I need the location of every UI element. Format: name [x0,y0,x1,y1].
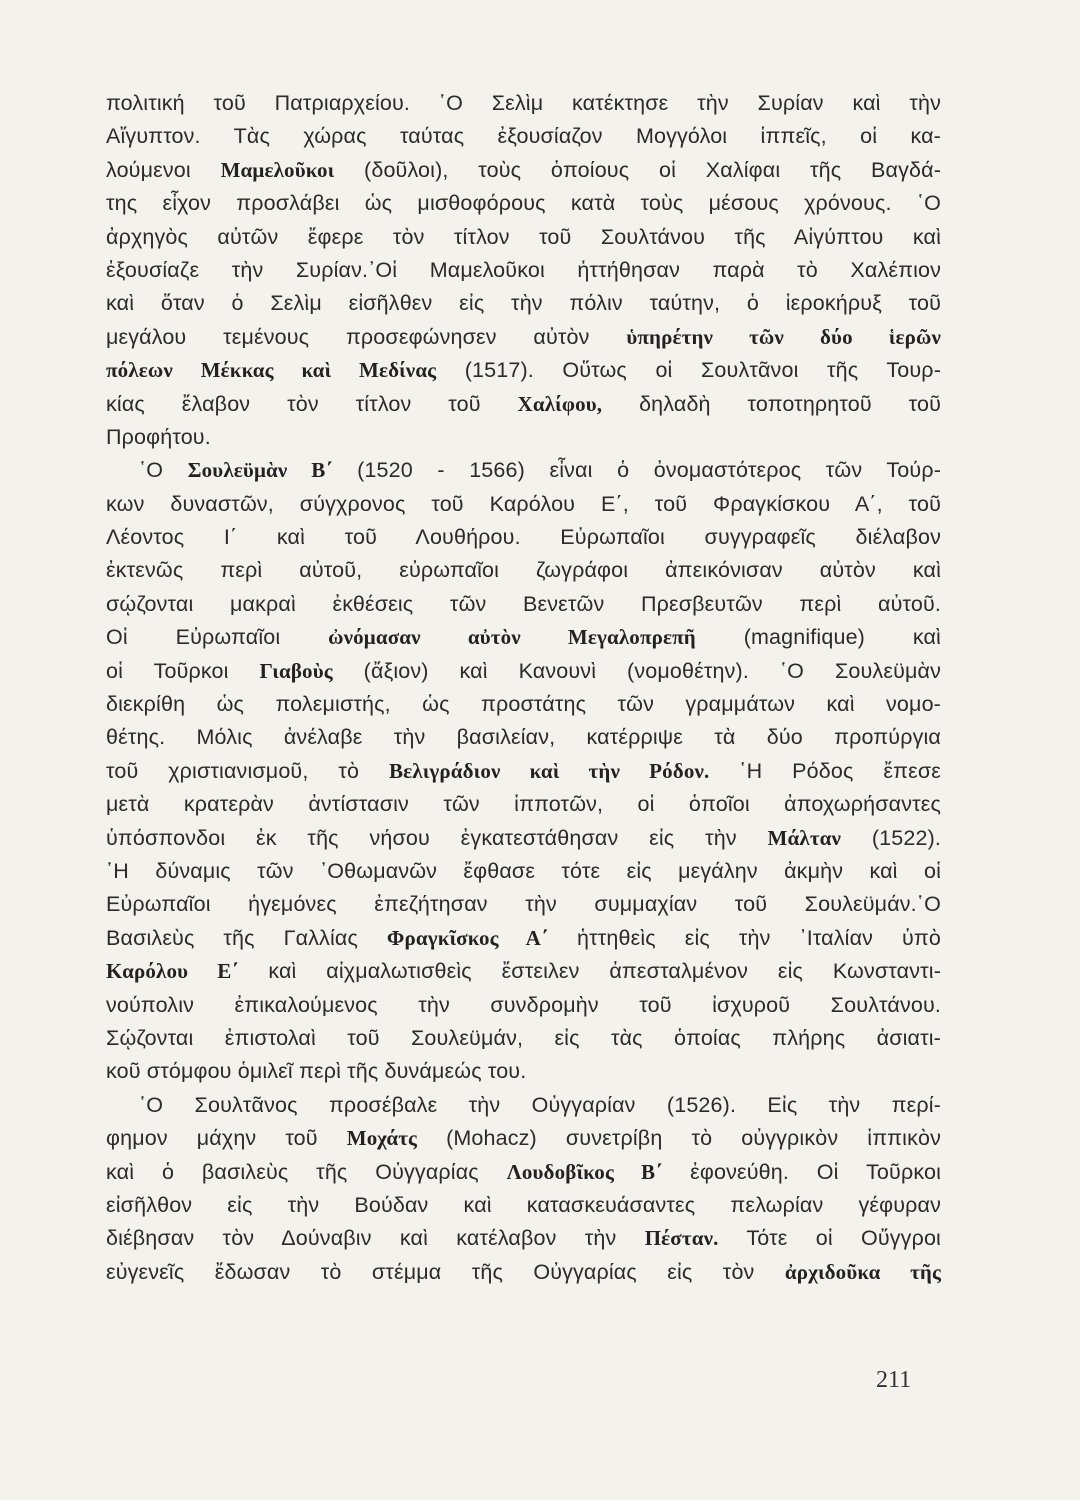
text-run: καὶ ὅταν ὁ Σελὶμ εἰσῆλθεν εἰς τὴν πόλιν ταύτην, ὁ ἱεροκήρυξ τοῦ [106,291,941,316]
text-line [106,221,941,254]
text-run: (δοῦλοι), τοὺς ὁποίους οἱ Χαλίφαι τῆς Βαγδά- [334,157,942,182]
text-line [106,855,941,888]
text-run: ῾Ο [139,458,188,483]
text-line [106,621,941,654]
bold-term: ὠνόμασαν αὐτὸν Μεγαλοπρεπῆ [328,625,696,650]
text-line [106,1055,941,1088]
text-line [106,1122,941,1155]
page-number: 211 [876,1367,912,1393]
text-line [106,521,941,554]
text-run: σῴζονται μακραὶ ἐκθέσεις τῶν Βενετῶν Πρεσβευτῶν περὶ αὐτοῦ. [106,591,941,616]
text-line [106,1156,941,1189]
text-line [106,187,941,220]
text-run: Σῴζονται ἐπιστολαὶ τοῦ Σουλεϋμάν, εἰς τὰς ὁποίας πλήρης ἀσιατι- [106,1025,941,1050]
text-line [106,87,941,120]
text-line [106,888,941,921]
bold-term: Καρόλου Ε΄ [106,959,239,984]
text-line [106,922,941,955]
bold-term: Βελιγράδιον καὶ τὴν Ρόδον. [388,758,710,783]
text-run: Βασιλεὺς τῆς Γαλλίας [106,925,387,950]
text-line [106,1189,941,1222]
text-run: διέβησαν τὸν Δούναβιν καὶ κατέλαβον τὴν [106,1226,645,1251]
text-run: ἐκτενῶς περὶ αὐτοῦ, εὐρωπαῖοι ζωγράφοι ἀπεικόνισαν αὐτὸν καὶ [106,558,941,583]
text-run: νούπολιν ἐπικαλούμενος τὴν συνδρομὴν τοῦ ἰσχυροῦ Σουλτάνου. [106,992,941,1017]
text-run: κων δυναστῶν, σύγχρονος τοῦ Καρόλου Ε΄, τοῦ Φραγκίσκου Α΄, τοῦ [106,491,941,516]
text-run: δηλαδὴ τοποτηρητοῦ τοῦ [602,391,941,416]
text-run: εὐγενεῖς ἔδωσαν τὸ στέμμα τῆς Οὐγγαρίας εἰς τὸν [106,1259,785,1284]
text-run: οἱ Τοῦρκοι [106,658,260,683]
text-run: Εὐρωπαῖοι ἡγεμόνες ἐπεζήτησαν τὴν συμμαχίαν τοῦ Σουλεϋμάν.῾Ο [106,892,941,917]
text-line [106,721,941,754]
text-line [106,1256,941,1289]
text-run: ῾Ο Σουλτᾶνος προσέβαλε τὴν Οὐγγαρίαν (1526). Εἰς τὴν περί- [139,1092,941,1117]
text-line [106,655,941,688]
bold-term: Σουλεϋμὰν Β΄ [187,458,333,483]
text-run: ῾Η δύναμις τῶν ᾿Οθωμανῶν ἔφθασε τότε εἰς μεγάλην ἀκμὴν καὶ οἱ [106,858,941,883]
text-line [106,321,941,354]
text-line [106,120,941,153]
text-line [106,388,941,421]
text-run: (ἄξιον) καὶ Κανουνὶ (νομοθέτην). ῾Ο Σουλεϋμὰν [332,658,941,683]
text-line [106,788,941,821]
bold-term: Χαλίφου, [517,391,603,416]
text-line [106,1222,941,1255]
bold-term: Γιαβοὺς [259,658,333,683]
text-run: κοῦ στόμφου ὁμιλεῖ περὶ τῆς δυνάμεώς του. [106,1059,527,1084]
text-run: φημον μάχην τοῦ [106,1126,347,1151]
text-run: Αἴγυπτον. Τὰς χώρας ταύτας ἐξουσίαζον Μογγόλοι ἱππεῖς, οἱ κα- [106,124,941,149]
bold-term: Φραγκῖσκος Α΄ [386,925,549,950]
text-run: (1520 - 1566) εἶναι ὁ ὀνομαστότερος τῶν Τούρ- [332,458,942,483]
text-run: Τότε οἱ Οὔγγροι [718,1226,941,1251]
bold-term: Μοχάτς [346,1126,418,1151]
text-run: Λέοντος Ι΄ καὶ τοῦ Λουθήρου. Εὐρωπαῖοι συγγραφεῖς διέλαβον [106,525,941,550]
text-run: κίας ἔλαβον τὸν τίτλον τοῦ [106,391,518,416]
text-line [106,154,941,187]
text-line [106,454,941,487]
text-line [106,354,941,387]
text-line [106,421,941,454]
text-run: ὑπόσπονδοι ἐκ τῆς νήσου ἐγκατεστάθησαν εἰς τὴν [106,825,768,850]
text-run: ἀρχηγὸς αὐτῶν ἔφερε τὸν τίτλον τοῦ Σουλτάνου τῆς Αἰγύπτου καὶ [106,224,941,249]
text-run: μετὰ κρατερὰν ἀντίστασιν τῶν ἱπποτῶν, οἱ ὁποῖοι ἀποχωρήσαντες [106,792,941,817]
text-line [106,488,941,521]
body-text [106,87,941,1289]
text-run: ἡττηθεὶς εἰς τὴν ᾿Ιταλίαν ὑπὸ [548,925,941,950]
text-run: πολιτική τοῦ Πατριαρχείου. ῾Ο Σελὶμ κατέκτησε τὴν Συρίαν καὶ τὴν [106,91,941,115]
bold-term: Μαμελοῦκοι [220,157,335,182]
text-run: καὶ ὁ βασιλεὺς τῆς Οὐγγαρίας [106,1159,507,1184]
text-run: της εἶχον προσλάβει ὡς μισθοφόρους κατὰ τοὺς μέσους χρόνους. ῾Ο [106,191,941,216]
text-run: θέτης. Μόλις ἀνέλαβε τὴν βασιλείαν, κατέρριψε τὰ δύο προπύργια [106,725,941,750]
text-line [106,588,941,621]
text-run: Προφήτου. [106,424,211,449]
text-line [106,955,941,988]
text-run: (1517). Οὕτως οἱ Σουλτᾶνοι τῆς Τουρ- [436,358,941,383]
text-run: καὶ αἰχμαλωτισθεὶς ἔστειλεν ἀπεσταλμένον εἰς Κωνσταντι- [238,959,942,984]
text-run: διεκρίθη ὡς πολεμιστής, ὡς προστάτης τῶν γραμμάτων καὶ νομο- [106,692,941,717]
text-line [106,287,941,320]
text-line [106,822,941,855]
text-run: λούμενοι [106,157,221,182]
text-run: ἐφονεύθη. Οἱ Τοῦρκοι [662,1159,941,1184]
text-run: (Mohacz) συνετρίβη τὸ οὐγγρικὸν ἱππικὸν [417,1126,941,1151]
text-line [106,755,941,788]
bold-term: ἀρχιδοῦκα τῆς [784,1259,941,1284]
text-run: τοῦ χριστιανισμοῦ, τὸ [106,758,389,783]
text-line [106,1022,941,1055]
text-run: (magnifique) καὶ [695,625,941,650]
text-run: μεγάλου τεμένους προσεφώνησεν αὐτὸν [106,324,627,349]
text-run: ἐξουσίαζε τὴν Συρίαν.᾿Οἱ Μαμελοῦκοι ἡττήθησαν παρὰ τὸ Χαλέπιον [106,257,941,282]
text-line [106,554,941,587]
bold-term: Πέσταν. [644,1226,719,1251]
bold-term: ὑπηρέτην τῶν δύο ἱερῶν [626,324,941,349]
text-line [106,1089,941,1122]
text-run: ῾Η Ρόδος ἔπεσε [709,758,941,783]
bold-term: Λουδοβῖκος Β΄ [506,1159,663,1184]
text-line [106,254,941,287]
bold-term: Μάλταν [767,825,842,850]
text-run: εἰσῆλθον εἰς τὴν Βούδαν καὶ κατασκευάσαντες πελωρίαν γέφυραν [106,1192,941,1217]
text-line [106,989,941,1022]
text-run: (1522). [841,825,942,850]
bold-term: πόλεων Μέκκας καὶ Μεδίνας [106,358,437,383]
text-run: Οἱ Εὐρωπαῖοι [106,625,329,650]
text-line [106,688,941,721]
